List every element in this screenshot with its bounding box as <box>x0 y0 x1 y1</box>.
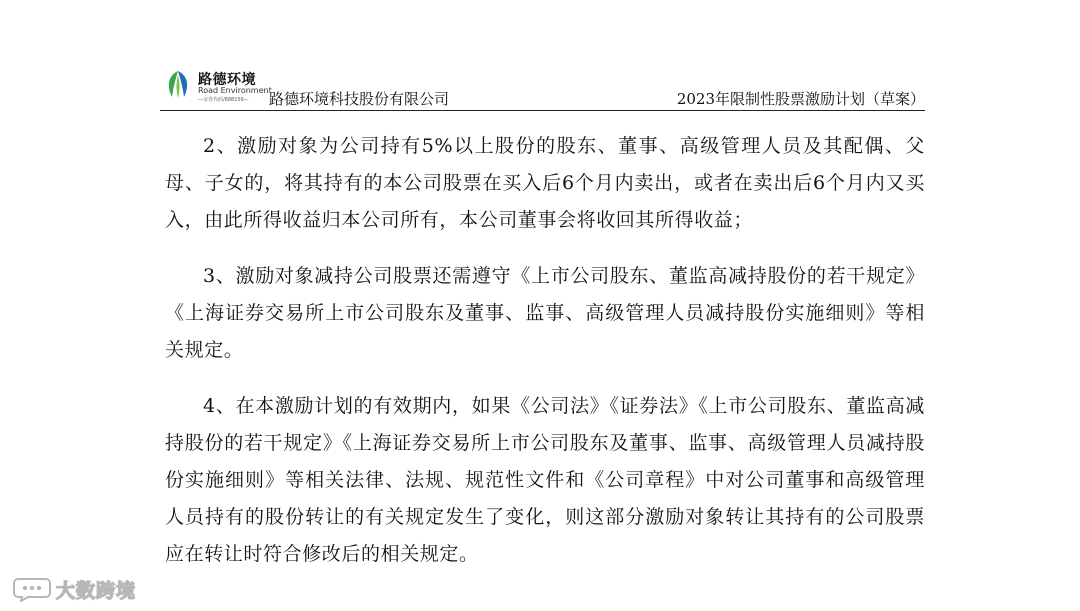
page-header <box>160 66 925 111</box>
watermark-text: 大数跨境 <box>56 579 137 602</box>
watermark <box>12 574 136 604</box>
paragraph-4: 4、在本激励计划的有效期内，如果《公司法》《证券法》《上市公司股东、董监高减持股份的若干规定》《上海证券交易所上市公司股东及董事、监事、高级管理人员减持股份实施细则》等相关法律、法规、规范性文件和《公司章程》中对公司董事和高级管理人员持有的股份转让的有关规定发生了变化，则这部分激励对象转让其持有的公司股票应在转让时符合修改后的相关规定。 <box>165 395 925 565</box>
company-logo <box>160 66 270 106</box>
paragraph-3: 3、激励对象减持公司股票还需遵守《上市公司股东、董监高减持股份的若干规定》《上海证券交易所上市公司股东及董事、监事、高级管理人员减持股份实施细则》等相关规定。 <box>165 265 925 361</box>
document-body <box>165 128 925 592</box>
logo-english-name: Road Environment <box>198 86 272 95</box>
logo-stock-code: —证券代码/688156— <box>198 97 249 103</box>
header-company-name: 路德环境科技股份有限公司 <box>269 90 450 108</box>
paragraph-2: 2、激励对象为公司持有5%以上股份的股东、董事、高级管理人员及其配偶、父母、子女的，将其持有的本公司股票在买入后6个月内卖出，或者在卖出后6个月内又买入，由此所得收益归本公司所有，本公司董事会将收回其所得收益； <box>165 135 925 231</box>
logo-chinese-name: 路德环境 <box>198 72 256 88</box>
speech-bubble-icon <box>12 576 52 602</box>
header-plan-title: 2023年限制性股票激励计划（草案） <box>676 90 925 108</box>
road-environment-logo-icon <box>163 69 193 99</box>
